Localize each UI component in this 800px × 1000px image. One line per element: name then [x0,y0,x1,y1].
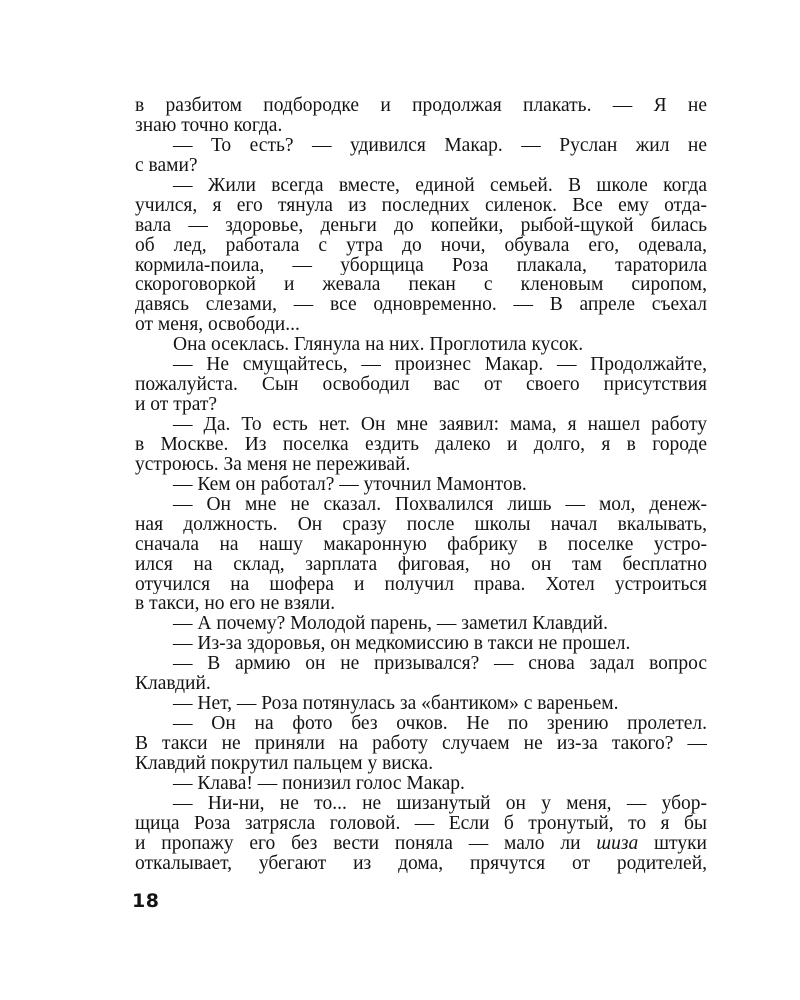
page-number: 18 [132,890,160,912]
text-line: в такси, но его не взяли. [135,594,336,615]
text-line: кормила-поила, — уборщица Роза плакала, тараторила [135,255,707,276]
text-line: ился на склад, зарплата фиговая, но он там бесплатно [135,554,707,575]
text-line: Клавдий. [135,674,211,695]
text-line: об лед, работала с утра до ночи, обувала его, одевала, [135,235,707,256]
text-line: от меня, освободи... [135,315,300,336]
text-line: в Москве. Из поселка ездить далеко и долго, я в городе [135,434,707,455]
text-line: — В армию он не призывался? — снова задал вопрос [173,654,707,675]
text-line: пожалуйста. Сын освободил вас от своего присутствия [135,375,707,396]
text-line: знаю точно когда. [135,115,283,136]
italic-word: шиза [596,833,639,854]
text-line: учился, я его тянула из последних силенок. Все ему отда- [135,195,707,216]
text-line: скороговоркой и жевала пекан с кленовым сиропом, [135,275,707,296]
text-line: в разбитом подбородке и продолжая плакать. — Я не [135,96,707,116]
text-line: — Клава! — понизил голос Макар. [173,773,465,794]
text-line: — А почему? Молодой парень, — заметил Клавдий. [173,614,608,635]
text-line: и от трат? [135,395,218,415]
text-fragment: штуки [638,833,707,854]
text-line: — Да. То есть нет. Он мне заявил: мама, я нашел работу [173,415,707,435]
text-line: откалывает, убегают из дома, прячутся от родителей, [135,853,707,874]
text-line: давясь слезами, — все одновременно. — В апреле съехал [135,295,707,316]
body-text [135,96,707,874]
text-line: В такси не приняли на работу случаем не из-за такого? — [135,734,707,754]
text-line: — Нет, — Роза потянулась за «бантиком» с вареньем. [173,694,619,715]
text-line: с вами? [135,155,198,176]
text-line: — Из-за здоровья, он медкомиссию в такси не прошел. [173,634,631,655]
text-line: устроюсь. За меня не переживай. [135,454,411,475]
text-line: — Не смущайтесь, — произнес Макар. — Продолжайте, [173,355,707,376]
text-line: Клавдий покрутил пальцем у виска. [135,753,434,774]
text-line: — Ни-ни, не то... не шизанутый он у меня, — убор- [173,793,707,814]
text-line: — Он мне не сказал. Похвалился лишь — мол, денеж- [173,494,707,515]
text-line: — Жили всегда вместе, единой семьей. В школе когда [173,175,707,196]
text-line: ная должность. Он сразу после школы начал вкалывать, [135,514,707,535]
text-line: — Кем он работал? — уточнил Мамонтов. [173,474,527,495]
text-line: — То есть? — удивился Макар. — Руслан жил не [173,135,707,156]
text-line: сначала на нашу макаронную фабрику в поселке устро- [135,534,707,555]
text-line: отучился на шофера и получил права. Хотел устроиться [135,574,707,595]
text-line: щица Роза затрясла головой. — Если б тронутый, то я бы [135,813,707,834]
text-fragment: и пропажу его без вести поняла — мало ли [135,833,597,854]
text-line [135,834,707,854]
text-line: Она осеклась. Глянула на них. Проглотила кусок. [173,335,584,356]
text-line: — Он на фото без очков. Не по зрению пролетел. [173,714,707,734]
text-line: вала — здоровье, деньги до копейки, рыбой-щукой билась [135,215,707,236]
